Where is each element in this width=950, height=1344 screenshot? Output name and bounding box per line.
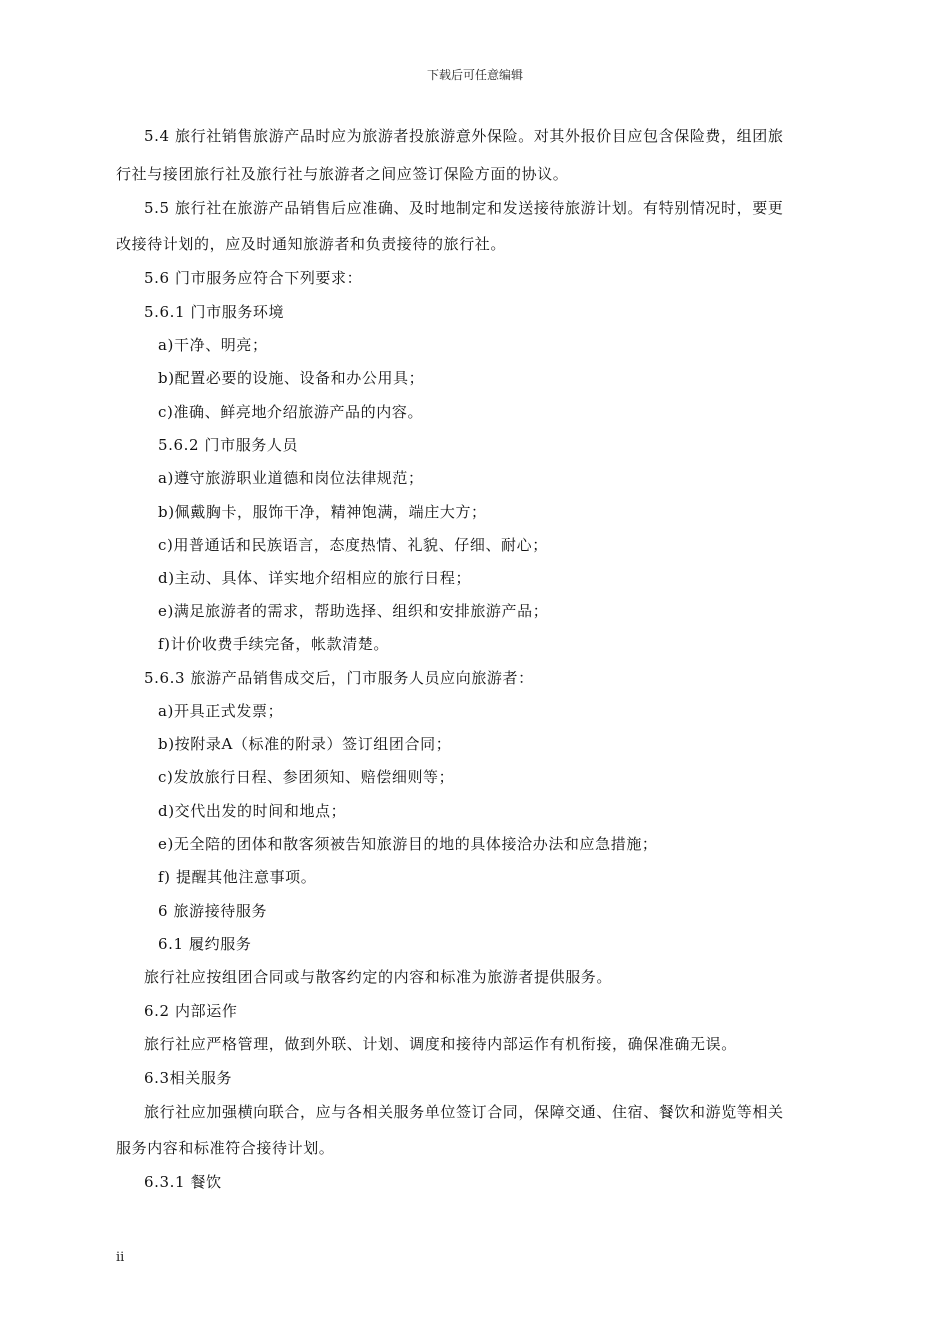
list-item: c)发放旅行日程、参团须知、赔偿细则等； <box>158 768 455 786</box>
section-heading: 6.2 内部运作 <box>144 1002 238 1020</box>
list-item: b)配置必要的设施、设备和办公用具； <box>158 369 425 387</box>
list-item: f)计价收费手续完备，帐款清楚。 <box>158 635 390 653</box>
page-number: ii <box>116 1250 125 1265</box>
list-item: a)干净、明亮； <box>158 336 268 354</box>
section-heading: 6.3相关服务 <box>144 1069 233 1087</box>
list-item: a)遵守旅游职业道德和岗位法律规范； <box>158 469 424 487</box>
paragraph-line: 5.6 门市服务应符合下列要求： <box>144 269 363 287</box>
list-item: a)开具正式发票； <box>158 702 284 720</box>
paragraph-line: 旅行社应严格管理，做到外联、计划、调度和接待内部运作有机衔接，确保准确无误。 <box>144 1035 737 1053</box>
section-heading: 6.3.1 餐饮 <box>144 1173 222 1191</box>
page-header: 下载后可任意编辑 <box>426 68 523 82</box>
list-item: e)满足旅游者的需求，帮助选择、组织和安排旅游产品； <box>158 602 549 620</box>
paragraph-line: 行社与接团旅行社及旅行社与旅游者之间应签订保险方面的协议。 <box>116 165 569 183</box>
paragraph-line: 5.4 旅行社销售旅游产品时应为旅游者投旅游意外保险。对其外报价目应包含保险费，组团旅 <box>144 127 784 145</box>
list-item: e)无全陪的团体和散客须被告知旅游目的地的具体接洽办法和应急措施； <box>158 835 658 853</box>
section-heading: 5.6.3 旅游产品销售成交后，门市服务人员应向旅游者： <box>144 669 534 687</box>
list-item: d)交代出发的时间和地点； <box>158 802 347 820</box>
paragraph-line: 5.5 旅行社在旅游产品销售后应准确、及时地制定和发送接待旅游计划。有特别情况时，要更 <box>144 199 784 217</box>
list-item: b)按附录A（标准的附录）签订组团合同； <box>158 735 452 753</box>
list-item: d)主动、具体、详实地介绍相应的旅行日程； <box>158 569 472 587</box>
paragraph-line: 旅行社应加强横向联合，应与各相关服务单位签订合同，保障交通、住宿、餐饮和游览等相关 <box>144 1103 784 1121</box>
paragraph-line: 旅行社应按组团合同或与散客约定的内容和标准为旅游者提供服务。 <box>144 968 613 986</box>
section-heading: 5.6.2 门市服务人员 <box>158 436 299 454</box>
paragraph-line: 服务内容和标准符合接待计划。 <box>116 1139 335 1157</box>
section-heading: 5.6.1 门市服务环境 <box>144 303 285 321</box>
list-item: f) 提醒其他注意事项。 <box>158 868 317 886</box>
list-item: b)佩戴胸卡，服饰干净，精神饱满，端庄大方； <box>158 503 487 521</box>
section-heading: 6 旅游接待服务 <box>158 902 268 920</box>
list-item: c)用普通话和民族语言，态度热情、礼貌、仔细、耐心； <box>158 536 548 554</box>
list-item: c)准确、鲜亮地介绍旅游产品的内容。 <box>158 403 424 421</box>
paragraph-line: 改接待计划的，应及时通知旅游者和负责接待的旅行社。 <box>116 235 507 253</box>
section-heading: 6.1 履约服务 <box>158 935 252 953</box>
